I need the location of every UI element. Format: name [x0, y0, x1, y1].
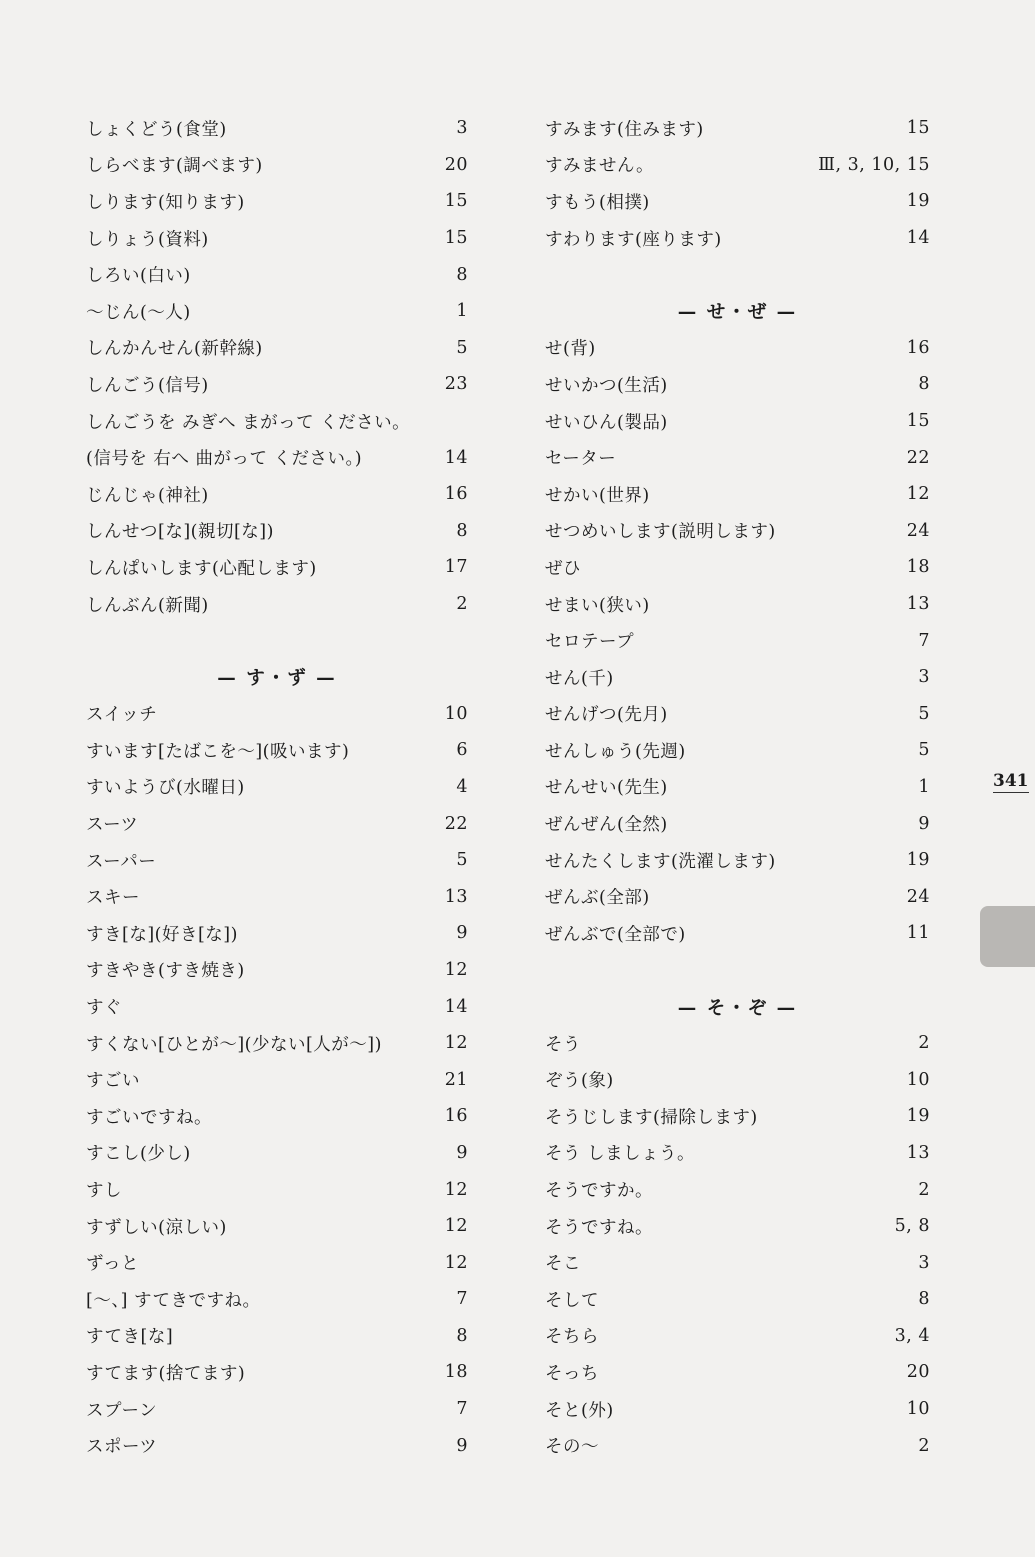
entry-pages: 2: [918, 1435, 930, 1456]
entry-term: すもう(相撲): [545, 192, 650, 213]
index-entry: [545, 330, 930, 367]
entry-term: そちら: [545, 1327, 599, 1348]
entry-pages: 1: [456, 301, 468, 322]
entries-su-group: [86, 696, 468, 1464]
index-entry: [86, 988, 468, 1025]
entry-pages: 12: [906, 484, 930, 505]
entry-term: スプーン: [86, 1400, 158, 1421]
entry-term: しょくどう(食堂): [86, 119, 227, 140]
entry-term: 〜じん(〜人): [86, 302, 191, 323]
section-heading-se: — せ・ぜ —: [677, 302, 798, 324]
entry-pages: 15: [444, 228, 468, 249]
index-entry: [545, 476, 930, 513]
index-entry: [86, 147, 468, 184]
index-entry: [545, 842, 930, 879]
entry-pages: 1: [918, 776, 930, 797]
entry-pages: 24: [906, 520, 930, 541]
section-spacer: [545, 952, 930, 989]
index-entry: [545, 1208, 930, 1245]
index-entry: [545, 1171, 930, 1208]
entry-pages: 2: [918, 1179, 930, 1200]
index-entry: [86, 476, 468, 513]
index-entry: [86, 732, 468, 769]
index-entry: [86, 1281, 468, 1318]
right-column: [545, 110, 930, 1464]
index-entry: [86, 952, 468, 989]
entry-term: しんかんせん(新幹線): [86, 339, 263, 360]
entry-pages: 22: [444, 813, 468, 834]
entry-pages: 19: [906, 850, 930, 871]
entry-term: セロテープ: [545, 632, 635, 653]
entry-pages: 2: [456, 594, 468, 615]
index-entry: [86, 1244, 468, 1281]
index-entry: [545, 622, 930, 659]
entry-pages: 3: [456, 118, 468, 139]
entry-term: すみます(住みます): [545, 119, 704, 140]
entry-pages: 14: [444, 996, 468, 1017]
index-entry: [86, 1427, 468, 1464]
entry-pages: 11: [906, 923, 930, 944]
index-entry: [545, 147, 930, 184]
entry-pages: 18: [906, 557, 930, 578]
entry-term: せいかつ(生活): [545, 375, 668, 396]
entries-so-group: [545, 1025, 930, 1464]
entry-term: しんごう(信号): [86, 375, 209, 396]
index-entry: [86, 1025, 468, 1062]
section-spacer: [545, 256, 930, 293]
entry-term: ぞう(象): [545, 1071, 614, 1092]
entry-pages: 3: [918, 1252, 930, 1273]
entry-term: スーパー: [86, 851, 157, 872]
entry-pages: 12: [444, 1216, 468, 1237]
entry-term: そう しましょう。: [545, 1144, 696, 1165]
entry-term: すみません。: [545, 156, 655, 177]
index-entry: [545, 1281, 930, 1318]
index-entry: [86, 549, 468, 586]
entry-pages: 7: [456, 1399, 468, 1420]
entry-term: [〜、] すてきですね。: [86, 1290, 261, 1311]
index-entry: [86, 220, 468, 257]
entry-term: しんぱいします(心配します): [86, 558, 317, 579]
entry-pages: 5: [918, 703, 930, 724]
entry-pages: 17: [444, 557, 468, 578]
entry-term: しんぶん(新聞): [86, 595, 209, 616]
index-entry: [86, 1135, 468, 1172]
entry-pages: 23: [444, 374, 468, 395]
entry-term: せんしゅう(先週): [545, 741, 686, 762]
entry-pages: 8: [918, 374, 930, 395]
entry-term: ずっと: [86, 1254, 139, 1275]
entry-pages: 9: [456, 923, 468, 944]
entry-term: せいひん(製品): [545, 412, 668, 433]
entry-term: せんげつ(先月): [545, 705, 668, 726]
index-entry: [545, 110, 930, 147]
entry-term: すぐ: [86, 998, 122, 1019]
index-entry: [545, 1025, 930, 1062]
entry-pages: 24: [906, 886, 930, 907]
index-entry: [86, 256, 468, 293]
entry-pages: 12: [444, 1252, 468, 1273]
entry-term: スーツ: [86, 815, 139, 836]
index-entry: [86, 1171, 468, 1208]
index-entry: [545, 366, 930, 403]
index-entry: [86, 1098, 468, 1135]
index-entry: [545, 805, 930, 842]
entry-term: しろい(白い): [86, 266, 191, 287]
entries-sumi-group: [545, 110, 930, 256]
entry-term: しらべます(調べます): [86, 156, 263, 177]
entries-shi-group: [86, 110, 468, 622]
index-entry: [86, 183, 468, 220]
entry-term: そうじします(掃除します): [545, 1107, 758, 1128]
index-entry: [86, 330, 468, 367]
entry-term: せんたくします(洗濯します): [545, 851, 776, 872]
index-entry: [86, 1391, 468, 1428]
index-entry: [86, 513, 468, 550]
index-entry: [545, 1061, 930, 1098]
entry-term: そと(外): [545, 1400, 614, 1421]
entry-pages: 8: [456, 1325, 468, 1346]
index-entry: [86, 915, 468, 952]
entry-pages: 13: [444, 886, 468, 907]
entry-term: すずしい(涼しい): [86, 1217, 227, 1238]
entry-term: じんじゃ(神社): [86, 485, 209, 506]
entry-pages: 2: [918, 1033, 930, 1054]
entry-pages: 12: [444, 1179, 468, 1200]
index-entry: [86, 1061, 468, 1098]
entry-pages: 14: [906, 228, 930, 249]
entry-pages: 5: [456, 850, 468, 871]
index-entry: [545, 878, 930, 915]
entry-pages: 15: [906, 411, 930, 432]
index-entry: [545, 1098, 930, 1135]
entry-pages: 3, 4: [894, 1325, 930, 1346]
entry-term: しんごうを みぎへ まがって ください。: [86, 412, 411, 433]
entry-term: すごいですね。: [86, 1107, 212, 1128]
index-entry: [86, 366, 468, 403]
index-entry: [545, 1427, 930, 1464]
entry-term: せつめいします(説明します): [545, 522, 776, 543]
entry-term: せんせい(先生): [545, 778, 668, 799]
entry-pages: 9: [456, 1435, 468, 1456]
entry-term: そして: [545, 1290, 599, 1311]
entry-term: スポーツ: [86, 1437, 158, 1458]
index-entry: [545, 220, 930, 257]
entry-term: そう: [545, 1034, 581, 1055]
entry-pages: 5, 8: [894, 1216, 930, 1237]
entry-pages: 16: [906, 337, 930, 358]
index-entry: [545, 1391, 930, 1428]
entry-term: (信号を 右へ 曲がって ください。): [86, 449, 363, 470]
entry-pages: 14: [444, 447, 468, 468]
index-entry: [86, 842, 468, 879]
page-number: 341: [993, 771, 1029, 791]
index-entry: [545, 1354, 930, 1391]
entry-term: すくない[ひとが〜](少ない[人が〜]): [86, 1034, 382, 1055]
entry-pages: 7: [456, 1289, 468, 1310]
index-entry: [86, 1354, 468, 1391]
entry-pages: 6: [456, 740, 468, 761]
index-entry: [86, 805, 468, 842]
entry-term: せ(背): [545, 339, 596, 360]
entry-pages: 20: [444, 154, 468, 175]
index-entry: [545, 439, 930, 476]
entry-pages: 5: [456, 337, 468, 358]
index-entry: [545, 732, 930, 769]
index-entry: [545, 1244, 930, 1281]
entry-term: しんせつ[な](親切[な]): [86, 522, 274, 543]
index-entry: [545, 586, 930, 623]
entry-pages: 16: [444, 1106, 468, 1127]
entry-term: すきやき(すき焼き): [86, 961, 245, 982]
thumb-index-tab: [980, 906, 1035, 967]
index-entry: [545, 513, 930, 550]
entry-pages: 19: [906, 191, 930, 212]
entry-pages: 7: [918, 630, 930, 651]
entry-pages: 9: [456, 1142, 468, 1163]
entry-pages: 10: [906, 1399, 930, 1420]
entry-pages: 12: [444, 959, 468, 980]
index-entry: [545, 403, 930, 440]
entry-term: すてます(捨てます): [86, 1363, 246, 1384]
entry-pages: 10: [906, 1069, 930, 1090]
index-entry: [86, 403, 468, 440]
entry-term: そこ: [545, 1254, 581, 1275]
entry-term: ぜんぶで(全部で): [545, 924, 686, 945]
entry-pages: 13: [906, 1142, 930, 1163]
entry-pages: 13: [906, 594, 930, 615]
entry-pages: 21: [444, 1069, 468, 1090]
index-entry: [545, 549, 930, 586]
index-entry: [545, 696, 930, 733]
entry-term: せまい(狭い): [545, 595, 650, 616]
entry-term: すき[な](好き[な]): [86, 924, 238, 945]
entry-term: そうですね。: [545, 1217, 653, 1238]
entry-term: すし: [86, 1181, 122, 1202]
entry-term: ぜひ: [545, 558, 581, 579]
entry-pages: 9: [918, 813, 930, 834]
entry-term: せん(千): [545, 668, 614, 689]
index-entry: [86, 696, 468, 733]
entries-se-group: [545, 330, 930, 952]
index-entry: [86, 1208, 468, 1245]
entry-term: せかい(世界): [545, 485, 650, 506]
entry-term: すてき[な]: [86, 1327, 174, 1348]
entry-term: スキー: [86, 888, 140, 909]
index-entry: [545, 769, 930, 806]
entry-pages: 16: [444, 484, 468, 505]
entry-pages: 15: [906, 118, 930, 139]
entry-pages: 12: [444, 1033, 468, 1054]
entry-term: ぜんぶ(全部): [545, 888, 650, 909]
index-entry: [545, 1318, 930, 1355]
entry-term: すいます[たばこを〜](吸います): [86, 741, 350, 762]
entry-pages: Ⅲ, 3, 10, 15: [818, 154, 930, 175]
entry-term: すごい: [86, 1071, 140, 1092]
entry-pages: 18: [444, 1362, 468, 1383]
index-entry: [86, 1318, 468, 1355]
entry-term: ぜんぜん(全然): [545, 815, 668, 836]
entry-term: しります(知ります): [86, 192, 245, 213]
index-entry: [86, 878, 468, 915]
entry-pages: 5: [918, 740, 930, 761]
entry-pages: 8: [456, 520, 468, 541]
index-entry: [86, 439, 468, 476]
entry-term: スイッチ: [86, 705, 158, 726]
index-entry: [86, 110, 468, 147]
entry-pages: 20: [906, 1362, 930, 1383]
entry-pages: 8: [918, 1289, 930, 1310]
entry-term: そうですか。: [545, 1181, 653, 1202]
entry-pages: 22: [906, 447, 930, 468]
index-entry: [545, 915, 930, 952]
entry-term: すこし(少し): [86, 1144, 191, 1165]
entry-pages: 19: [906, 1106, 930, 1127]
index-entry: [86, 586, 468, 623]
entry-term: そっち: [545, 1363, 599, 1384]
entry-term: しりょう(資料): [86, 229, 209, 250]
entry-term: すいようび(水曜日): [86, 778, 245, 799]
entry-pages: 4: [456, 776, 468, 797]
section-heading-so: — そ・ぞ —: [677, 997, 798, 1019]
entry-term: すわります(座ります): [545, 229, 722, 250]
index-entry: [545, 183, 930, 220]
left-column: [86, 110, 468, 1464]
index-entry: [86, 769, 468, 806]
entry-term: セーター: [545, 449, 617, 470]
section-spacer: [86, 622, 468, 659]
section-heading-su: — す・ず —: [217, 668, 337, 690]
entry-pages: 3: [918, 667, 930, 688]
index-entry: [545, 659, 930, 696]
entry-pages: 8: [456, 264, 468, 285]
index-entry: [86, 293, 468, 330]
entry-pages: 10: [444, 703, 468, 724]
entry-term: その〜: [545, 1437, 599, 1458]
index-entry: [545, 1135, 930, 1172]
entry-pages: 15: [444, 191, 468, 212]
